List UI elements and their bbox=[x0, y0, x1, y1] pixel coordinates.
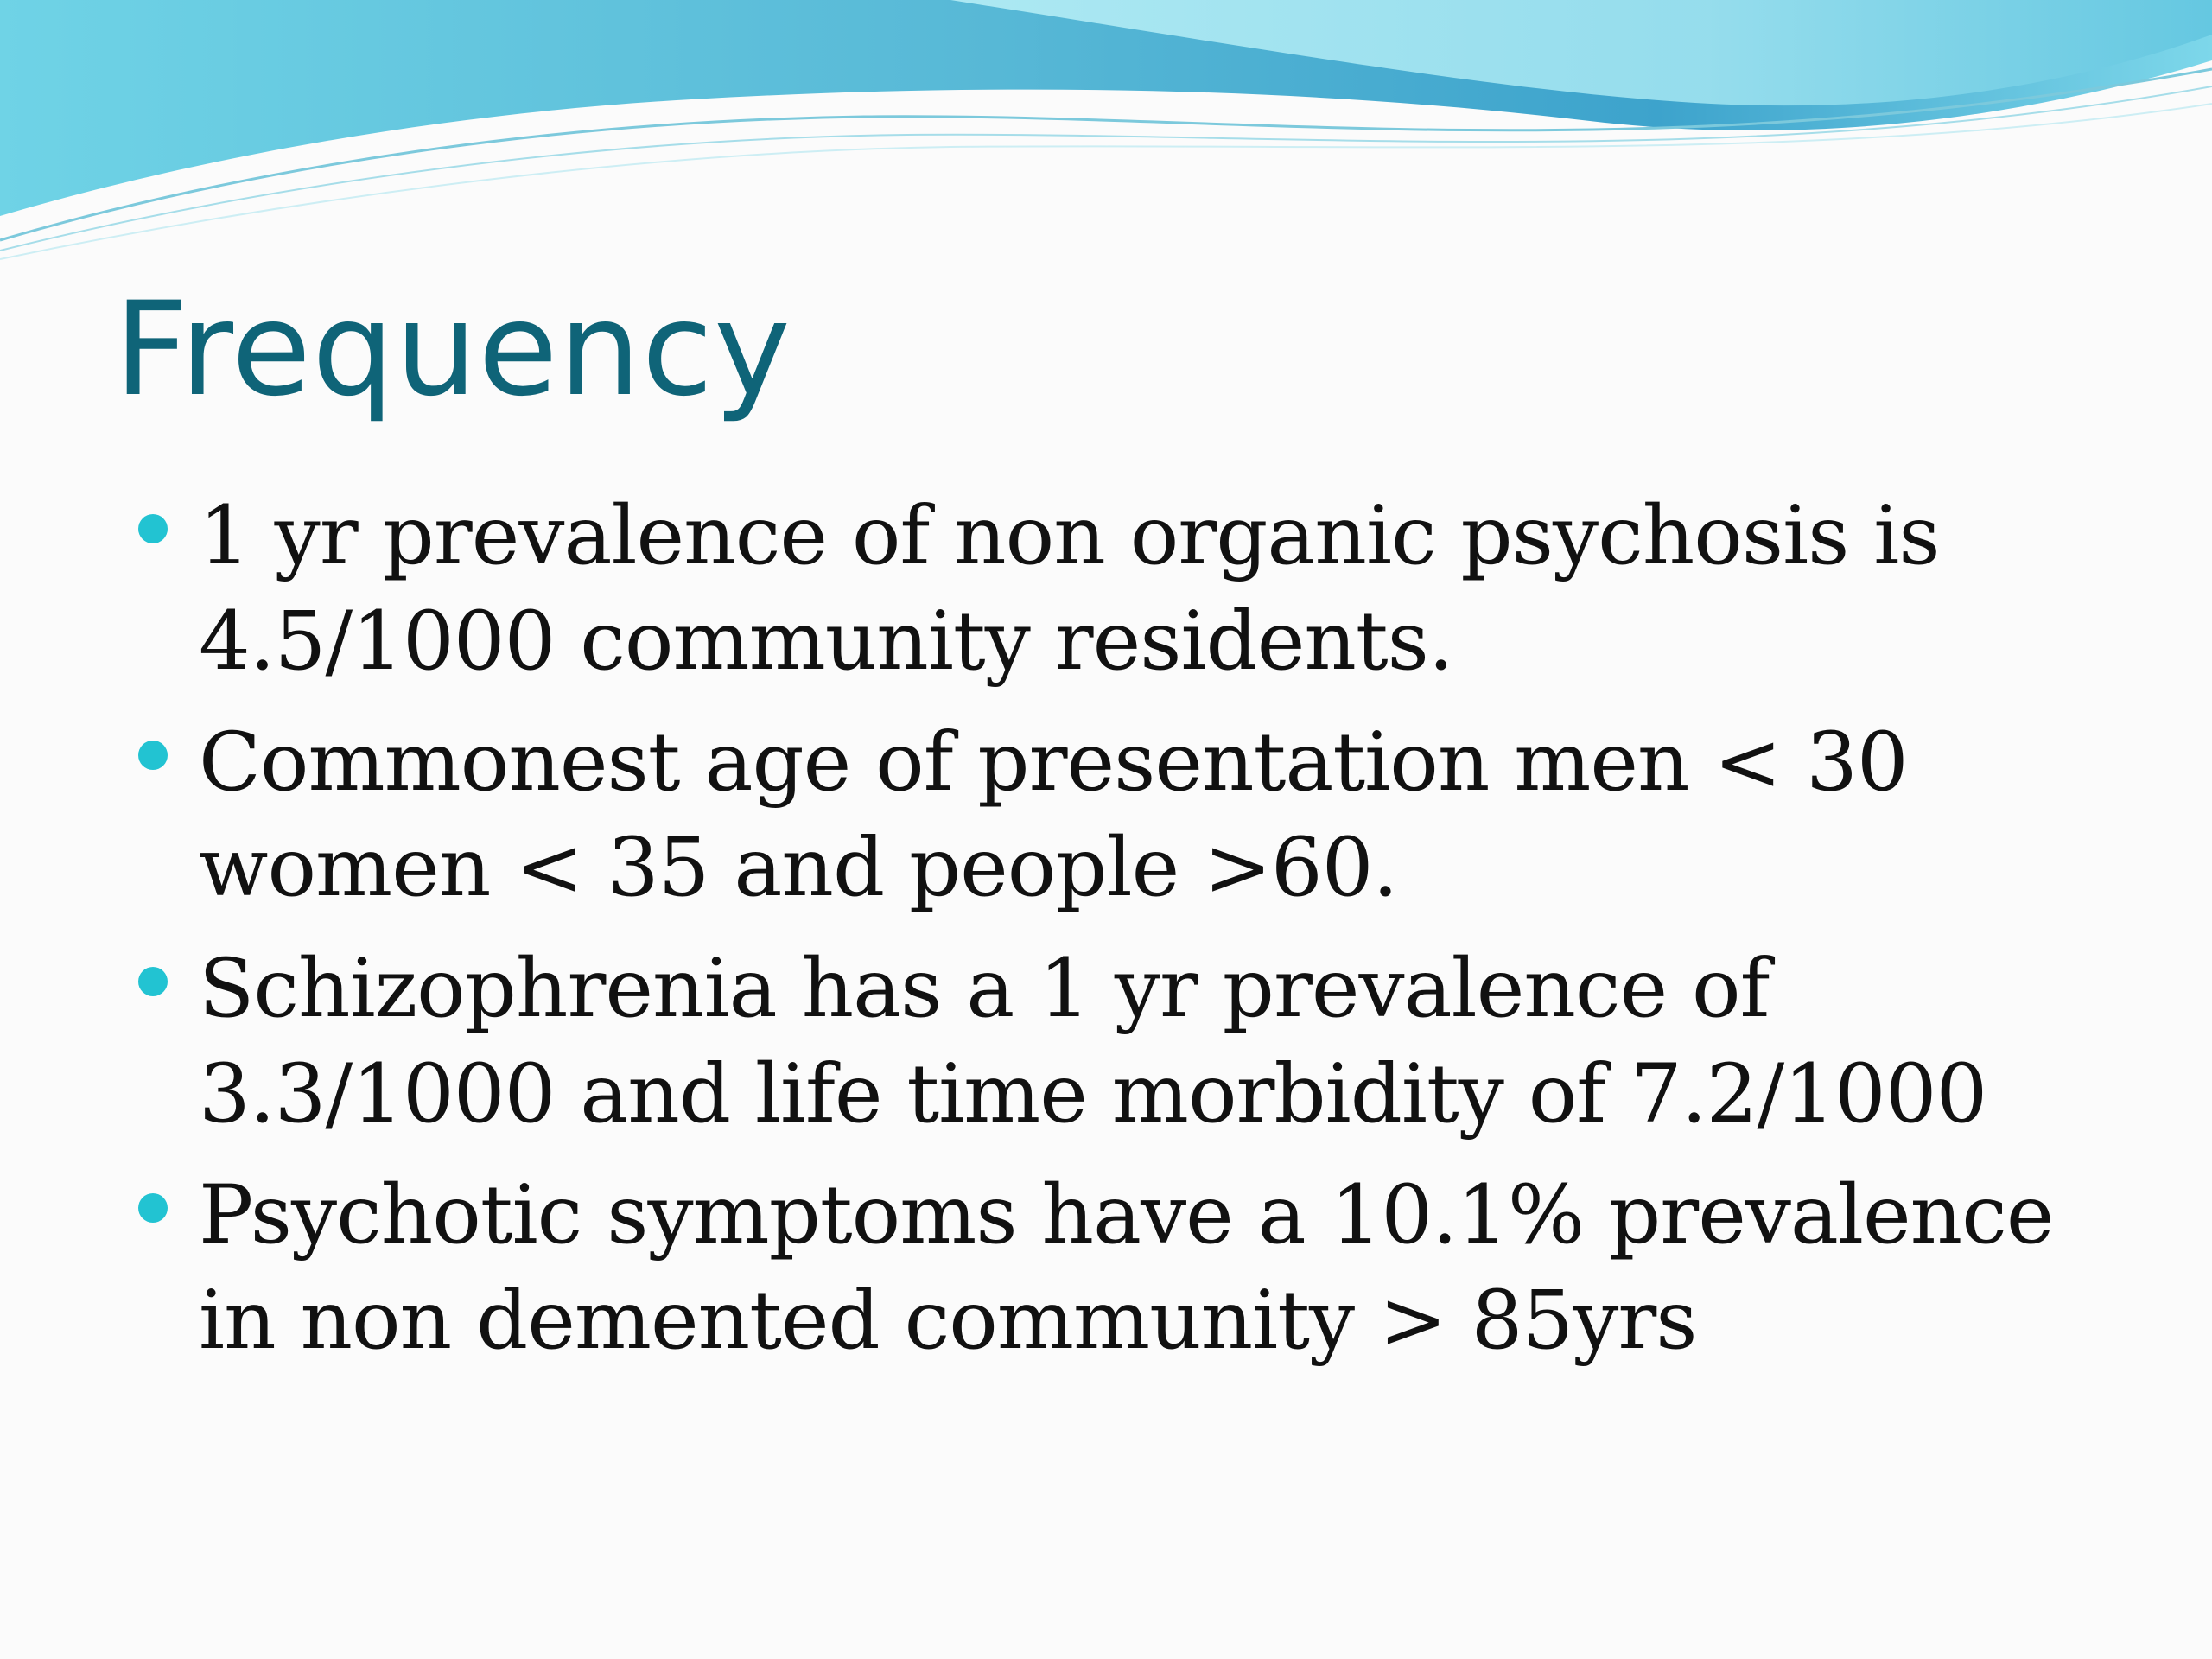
bullet-dot-icon bbox=[138, 1193, 168, 1223]
bullet-text: Psychotic symptoms have a 10.1% prevalence in non demented community > 85yrs bbox=[199, 1168, 2054, 1368]
bullet-list bbox=[138, 484, 2126, 1389]
bullet-item bbox=[138, 937, 2126, 1147]
bullet-dot-icon bbox=[138, 741, 168, 770]
bullet-item bbox=[138, 710, 2126, 921]
bullet-dot-icon bbox=[138, 514, 168, 543]
bullet-text: Schizophrenia has a 1 yr prevalence of 3.3/1000 and life time morbidity of 7.2/1000 bbox=[199, 942, 1987, 1141]
slide-title: Frequency bbox=[114, 275, 791, 425]
header-wave-decoration bbox=[0, 0, 2212, 276]
bullet-dot-icon bbox=[138, 967, 168, 996]
bullet-text: 1 yr prevalence of non organic psychosis is 4.5/1000 community residents. bbox=[199, 489, 1940, 689]
bullet-item bbox=[138, 1163, 2126, 1374]
bullet-text: Commonest age of presentation men < 30 women < 35 and people >60. bbox=[199, 715, 1908, 915]
bullet-item bbox=[138, 484, 2126, 695]
